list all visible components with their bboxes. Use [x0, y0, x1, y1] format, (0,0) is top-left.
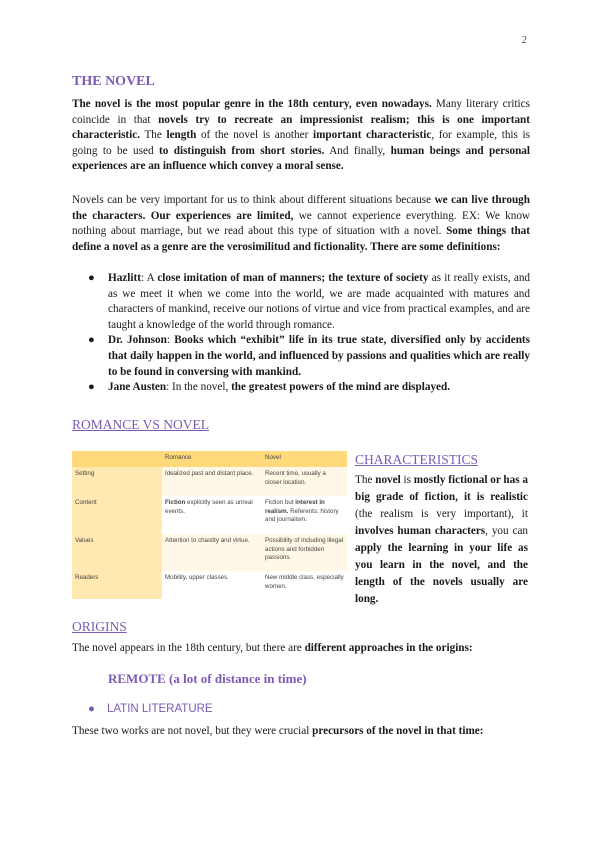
latin-literature-item: [88, 703, 213, 715]
row-label: Readers: [72, 571, 162, 599]
novels-importance-paragraph: Novels can be very important for us to think about different situations because we can live through the characters. Our experiences are limited, we cannot experience everything. EX: We know nothing about marriage, but we read about this type of situation with a novel. Some things that define a novel as a genre are the verosimilitud and fictionality. There are some definitions:: [72, 194, 530, 253]
list-item: ● Jane Austen: In the novel, the greatest powers of the mind are displayed.: [88, 381, 451, 394]
list-item: ● Dr. Johnson: Books which “exhibit” life in its true state, diversified only by accidents that daily happen in the world, and influenced by passions and qualities which are really to be found in conversing with mankind.: [88, 334, 530, 378]
table-row: [72, 467, 347, 496]
definition-johnson: Dr. Johnson: Books which “exhibit” life in its true state, diversified only by accidents that daily happen in the world, and influenced by passions and qualities which are really to be found in conversing with mankind.: [108, 334, 530, 378]
table-cell: Recent time, usually a closer location.: [262, 467, 347, 496]
bullet-icon: ●: [88, 703, 95, 715]
intro-paragraph: The novel is the most popular genre in the 18th century, even nowadays. Many literary critics coincide in that novels try to recreate an impressionist realism; this is one important characteristic. The length of the novel is another important characteristic, for example, this is going to be used to distinguish from short stories. And finally, human beings and personal experiences are an influence which convey a moral sense.: [72, 98, 531, 173]
row-label: Setting: [72, 467, 162, 496]
row-label: Content: [72, 496, 162, 534]
definition-hazlitt: Hazlitt: A close imitation of man of manners; the texture of society as it really exists, and as we meet it when we come into the world, we are made acquainted with matures and characters of mankind, receive our notions of virtue and vice from practical examples, and are taught a knowledge of the world through romance.: [108, 272, 531, 331]
table-cell: Attention to chastity and virtue.: [162, 534, 262, 571]
table-row: [72, 571, 347, 599]
heading-remote: REMOTE (a lot of distance in time): [108, 671, 307, 686]
precursors-paragraph: These two works are not novel, but they were crucial precursors of the novel in that time:: [72, 725, 484, 737]
characteristics-paragraph: The novel is mostly fictional or has a big grade of fiction, it is realistic (the realism is very important), it involves human characters, you can apply the learning in your life as you learn in the novel, and the length of the novels usually are long.: [355, 474, 529, 605]
heading-characteristics: CHARACTERISTICS: [355, 452, 479, 467]
definition-austen: Jane Austen: In the novel, the greatest powers of the mind are displayed.: [108, 381, 451, 394]
table-header-cell: [72, 451, 162, 467]
definitions-list: [72, 271, 530, 396]
heading-origins: ORIGINS: [72, 619, 127, 634]
page-number: 2: [521, 34, 527, 46]
table-cell: Fiction explicitly seen as unreal events.: [162, 496, 262, 534]
romance-novel-table: [72, 451, 347, 599]
list-item: ● Hazlitt: A close imitation of man of manners; the texture of society as it really exists, and as we meet it when we come into the world, we are made acquainted with matures and characters of mankind, receive our notions of virtue and vice from practical examples, and are taught a knowledge of the world through romance.: [88, 272, 531, 331]
table-row: [72, 496, 347, 534]
heading-romance-vs-novel: ROMANCE VS NOVEL: [72, 417, 210, 432]
heading-the-novel: THE NOVEL: [72, 74, 155, 89]
table-cell: Mobility, upper classes.: [162, 571, 262, 599]
table-cell: Fiction but interest in realism. Referents: history and journalism.: [262, 496, 347, 534]
latin-literature-label: LATIN LITERATURE: [106, 703, 213, 715]
row-label: Values: [72, 534, 162, 571]
origins-paragraph: The novel appears in the 18th century, but there are different approaches in the origins:: [72, 642, 473, 654]
table-header-row: [72, 451, 347, 467]
table-header-cell: Novel: [262, 451, 347, 467]
table-cell: Possibility of including illegal actions and forbidden passions.: [262, 534, 347, 571]
table-header-cell: Romance: [162, 451, 262, 467]
table-row: [72, 534, 347, 571]
table-cell: New middle class, especially women.: [262, 571, 347, 599]
table-cell: Idealized past and distant place.: [162, 467, 262, 496]
